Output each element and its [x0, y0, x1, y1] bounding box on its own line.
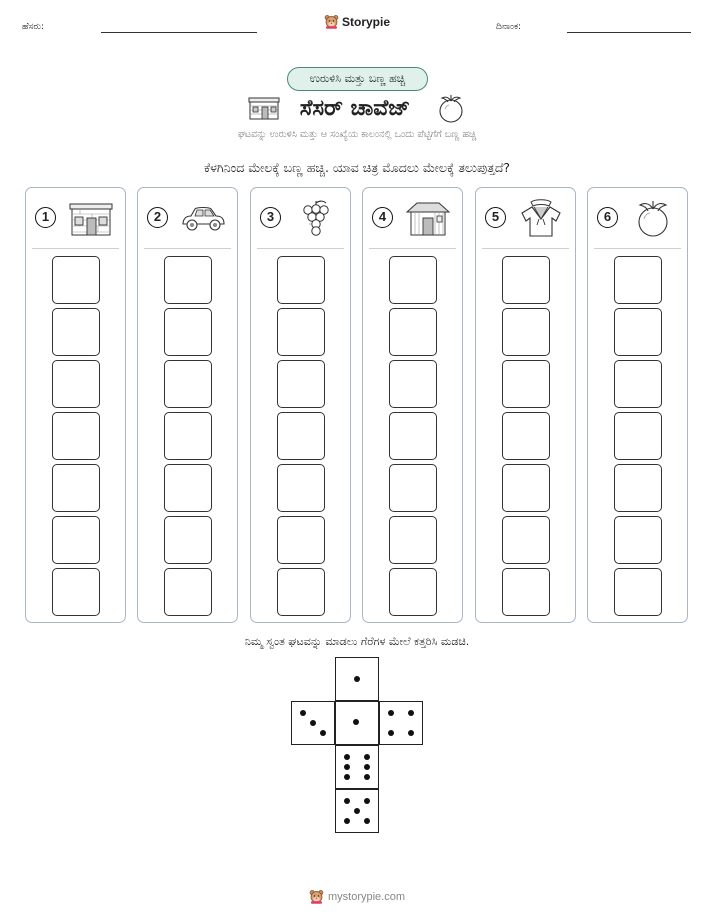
pip	[310, 720, 316, 726]
color-box[interactable]	[389, 464, 437, 512]
pip	[364, 774, 370, 780]
color-box[interactable]	[389, 308, 437, 356]
color-box[interactable]	[614, 308, 662, 356]
color-box[interactable]	[164, 308, 212, 356]
die-face-3	[291, 701, 335, 745]
brick-house-icon	[248, 95, 280, 121]
pip	[344, 774, 350, 780]
pip	[364, 764, 370, 770]
color-box[interactable]	[164, 256, 212, 304]
color-box[interactable]	[164, 360, 212, 408]
column-5	[475, 187, 576, 623]
color-box[interactable]	[389, 360, 437, 408]
color-box[interactable]	[502, 464, 550, 512]
color-box[interactable]	[502, 516, 550, 564]
brick-house-icon	[68, 197, 114, 239]
column-3	[250, 187, 351, 623]
pip	[388, 710, 394, 716]
column-number: 5	[485, 207, 506, 228]
column-number: 6	[597, 207, 618, 228]
date-line[interactable]	[567, 32, 691, 33]
color-box[interactable]	[52, 412, 100, 460]
color-box[interactable]	[389, 516, 437, 564]
color-box[interactable]	[502, 308, 550, 356]
color-box[interactable]	[52, 360, 100, 408]
footer	[0, 889, 714, 907]
color-box[interactable]	[164, 464, 212, 512]
divider	[32, 248, 119, 249]
pip	[353, 719, 359, 725]
color-box[interactable]	[614, 360, 662, 408]
color-box[interactable]	[502, 360, 550, 408]
column-6	[587, 187, 688, 623]
color-box[interactable]	[277, 464, 325, 512]
name-line[interactable]	[101, 32, 257, 33]
pip	[344, 798, 350, 804]
name-label: ಹೆಸರು:	[22, 22, 45, 32]
column-number: 1	[35, 207, 56, 228]
divider	[144, 248, 231, 249]
pip	[354, 808, 360, 814]
pip	[364, 798, 370, 804]
color-box[interactable]	[614, 464, 662, 512]
pip	[354, 676, 360, 682]
sailor-shirt-icon	[518, 197, 564, 239]
divider	[369, 248, 456, 249]
color-box[interactable]	[277, 360, 325, 408]
pip	[408, 710, 414, 716]
pip	[320, 730, 326, 736]
tomato-icon	[436, 92, 466, 124]
color-box[interactable]	[389, 568, 437, 616]
pip	[344, 754, 350, 760]
column-1	[25, 187, 126, 623]
pip	[344, 764, 350, 770]
subtitle: ಘಟವನ್ನು ಉರುಳಿಸಿ ಮತ್ತು ಆ ಸಂಖ್ಯೆಯ ಕಾಲಂನಲ್ಲಿ ಒಂದು ಪೆಟ್ಟಿಗೆಗೆ ಬಣ್ಣ ಹಚ್ಚಿ	[237, 129, 477, 140]
pip	[364, 818, 370, 824]
column-number: 3	[260, 207, 281, 228]
divider	[257, 248, 344, 249]
pip	[388, 730, 394, 736]
color-box[interactable]	[502, 412, 550, 460]
activity-badge: ಉರುಳಿಸಿ ಮತ್ತು ಬಣ್ಣ ಹಚ್ಚಿ	[287, 67, 428, 91]
color-box[interactable]	[614, 412, 662, 460]
pip	[364, 754, 370, 760]
color-box[interactable]	[277, 568, 325, 616]
divider	[482, 248, 569, 249]
column-2	[137, 187, 238, 623]
color-box[interactable]	[164, 412, 212, 460]
pip	[344, 818, 350, 824]
question: ಕೆಳಗಿನಿಂದ ಮೇಲಕ್ಕೆ ಬಣ್ಣ ಹಚ್ಚಿ. ಯಾವ ಚಿತ್ರ ಮೊದಲು ಮೇಲಕ್ಕೆ ತಲುಪುತ್ತದೆ?	[203, 160, 511, 175]
brand-logo	[0, 14, 714, 32]
pip	[408, 730, 414, 736]
color-box[interactable]	[614, 516, 662, 564]
color-box[interactable]	[52, 256, 100, 304]
die-face-1	[335, 657, 379, 701]
color-box[interactable]	[614, 568, 662, 616]
color-box[interactable]	[277, 412, 325, 460]
color-box[interactable]	[164, 568, 212, 616]
color-box[interactable]	[502, 568, 550, 616]
die-face-5	[335, 789, 379, 833]
color-box[interactable]	[614, 256, 662, 304]
footer-url[interactable]: mystorypie.com	[327, 890, 406, 903]
color-box[interactable]	[52, 464, 100, 512]
color-box[interactable]	[277, 308, 325, 356]
color-box[interactable]	[52, 308, 100, 356]
grapes-icon	[293, 197, 339, 239]
storypie-bear-icon	[309, 889, 324, 904]
pip	[300, 710, 306, 716]
die-face-1	[335, 701, 379, 745]
die-face-4	[379, 701, 423, 745]
column-number: 2	[147, 207, 168, 228]
car-icon	[180, 197, 226, 239]
page-title-row	[0, 92, 714, 124]
color-box[interactable]	[502, 256, 550, 304]
divider	[594, 248, 681, 249]
column-number: 4	[372, 207, 393, 228]
page-title: ಸೆಸರ್ ಚಾವೆಜ್	[299, 95, 411, 121]
color-box[interactable]	[277, 516, 325, 564]
column-4	[362, 187, 463, 623]
cut-fold-instructions: ನಿಮ್ಮ ಸ್ವಂತ ಘಟವನ್ನು ಮಾಡಲು ಗೆರೆಗಳ ಮೇಲೆ ಕತ್ತರಿಸಿ ಮಡಚಿ.	[244, 635, 470, 648]
storypie-bear-icon	[324, 14, 339, 29]
color-box[interactable]	[52, 568, 100, 616]
date-label: ದಿನಾಂಕ:	[496, 22, 522, 32]
color-box[interactable]	[52, 516, 100, 564]
die-face-6	[335, 745, 379, 789]
color-box[interactable]	[277, 256, 325, 304]
wooden-shed-icon	[405, 197, 451, 239]
brand-name: Storypie	[341, 14, 390, 29]
tomato-icon	[630, 197, 676, 239]
color-box[interactable]	[164, 516, 212, 564]
color-box[interactable]	[389, 256, 437, 304]
color-box[interactable]	[389, 412, 437, 460]
